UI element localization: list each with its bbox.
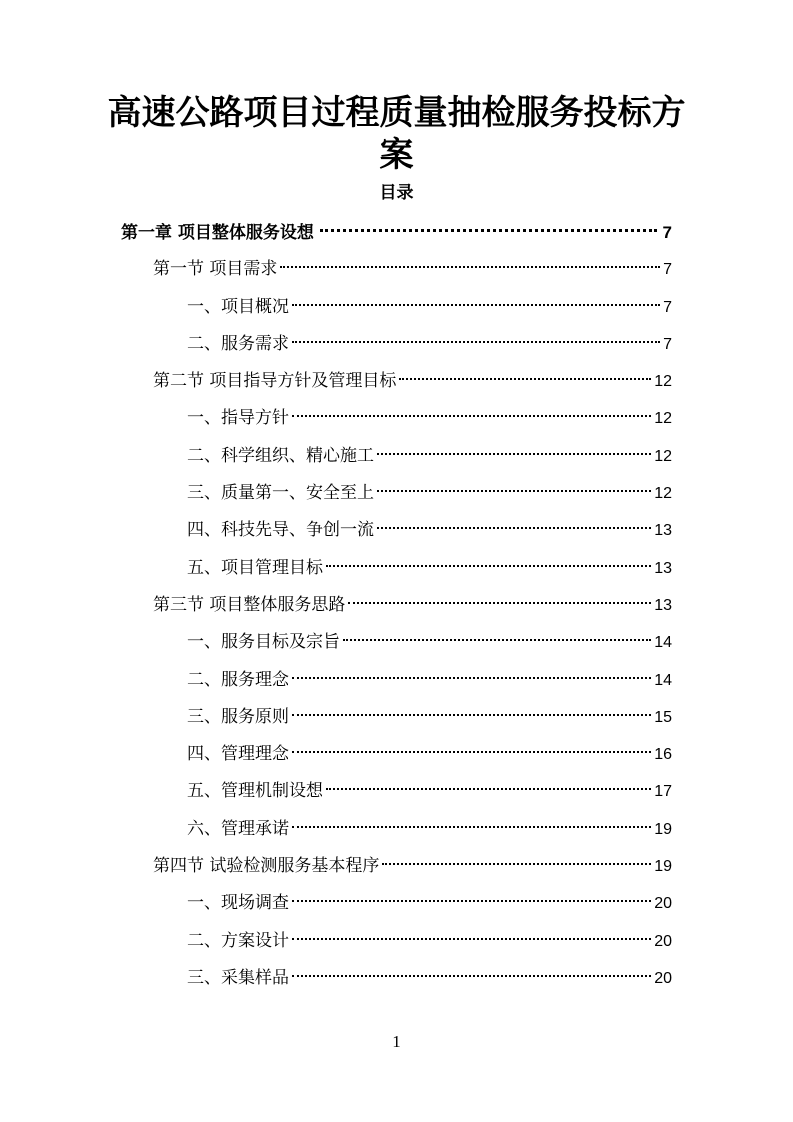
toc-dot-leader (292, 826, 651, 828)
toc-entry[interactable] (0, 699, 793, 736)
toc-dot-leader (382, 863, 651, 865)
toc-entry[interactable] (0, 214, 793, 251)
toc-entry-page: 20 (654, 969, 672, 987)
toc-entry-label: 第三节 项目整体服务思路 (153, 594, 346, 615)
toc-entry-label: 第二节 项目指导方针及管理目标 (153, 371, 397, 392)
toc-dot-leader (292, 677, 651, 679)
toc-entry-label: 第四节 试验检测服务基本程序 (153, 856, 380, 877)
toc-entry-label: 二、服务需求 (187, 333, 289, 354)
toc-dot-leader (377, 490, 651, 492)
toc-entry[interactable] (0, 736, 793, 773)
toc-entry-page: 7 (663, 298, 672, 316)
toc-dot-leader (292, 415, 651, 417)
toc-entry[interactable] (0, 624, 793, 661)
toc-entry-label: 三、服务原则 (187, 706, 289, 727)
toc-dot-leader (292, 751, 651, 753)
toc-entry-page: 19 (654, 820, 672, 838)
toc-dot-leader (292, 714, 651, 716)
toc-entry-page: 13 (654, 522, 672, 540)
toc-entry-page: 12 (654, 447, 672, 465)
toc-dot-leader (377, 453, 651, 455)
toc-dot-leader (292, 938, 651, 940)
toc-entry-label: 四、科技先导、争创一流 (187, 520, 374, 541)
toc-entry[interactable] (0, 885, 793, 922)
toc-dot-leader (280, 266, 660, 268)
toc-entry[interactable] (0, 326, 793, 363)
toc-entry-label: 一、指导方针 (187, 408, 289, 429)
toc-entry-label: 四、管理理念 (187, 744, 289, 765)
toc-entry-label: 第一节 项目需求 (153, 259, 278, 280)
toc-entry[interactable] (0, 848, 793, 885)
toc-entry[interactable] (0, 811, 793, 848)
toc-dot-leader (320, 229, 657, 232)
toc-entry[interactable] (0, 251, 793, 288)
toc-entry-label: 二、方案设计 (187, 930, 289, 951)
toc-entry-label: 三、质量第一、安全至上 (187, 483, 374, 504)
toc-entry-label: 第一章 项目整体服务设想 (121, 223, 314, 243)
toc-dot-leader (343, 639, 651, 641)
toc-entry-label: 六、管理承诺 (187, 818, 289, 839)
toc-entry-page: 12 (654, 373, 672, 391)
toc-dot-leader (348, 602, 651, 604)
toc-entry-page: 7 (663, 335, 672, 353)
toc-entry-label: 五、管理机制设想 (187, 781, 323, 802)
toc-entry-page: 14 (654, 634, 672, 652)
toc-entry-page: 13 (654, 596, 672, 614)
toc-heading: 目录 (379, 183, 414, 203)
toc-entry[interactable] (0, 363, 793, 400)
toc-entry-page: 16 (654, 746, 672, 764)
toc-entry-page: 19 (654, 858, 672, 876)
toc-entry[interactable] (0, 475, 793, 512)
toc-dot-leader (377, 527, 651, 529)
toc-entry-label: 二、科学组织、精心施工 (187, 445, 374, 466)
document-title: 高速公路项目过程质量抽检服务投标方案 (107, 93, 686, 175)
toc-entry[interactable] (0, 400, 793, 437)
toc-entry-page: 7 (662, 223, 672, 242)
toc-entry-label: 五、项目管理目标 (187, 557, 323, 578)
toc-entry-label: 一、服务目标及宗旨 (187, 632, 340, 653)
toc-entry-page: 7 (663, 261, 672, 279)
toc-dot-leader (399, 378, 651, 380)
toc-dot-leader (326, 788, 651, 790)
toc-entry-label: 一、项目概况 (187, 296, 289, 317)
toc-entry[interactable] (0, 289, 793, 326)
toc-entry-page: 17 (654, 783, 672, 801)
toc-entry-label: 一、现场调查 (187, 893, 289, 914)
toc-entry[interactable] (0, 438, 793, 475)
toc-entry-page: 15 (654, 708, 672, 726)
toc-dot-leader (292, 341, 660, 343)
toc-entry-page: 14 (654, 671, 672, 689)
toc-entry[interactable] (0, 923, 793, 960)
toc-entry-page: 13 (654, 559, 672, 577)
toc-entry[interactable] (0, 550, 793, 587)
toc-entry-label: 三、采集样品 (187, 967, 289, 988)
toc-entry-page: 12 (654, 410, 672, 428)
toc-entry-page: 20 (654, 895, 672, 913)
toc-dot-leader (292, 304, 660, 306)
toc-dot-leader (292, 900, 651, 902)
toc-entry-label: 二、服务理念 (187, 669, 289, 690)
table-of-contents (0, 214, 793, 997)
toc-dot-leader (326, 565, 651, 567)
toc-entry[interactable] (0, 773, 793, 810)
toc-entry-page: 12 (654, 485, 672, 503)
toc-entry[interactable] (0, 662, 793, 699)
toc-entry[interactable] (0, 960, 793, 997)
page-number: 1 (392, 1032, 401, 1051)
toc-entry[interactable] (0, 512, 793, 549)
toc-dot-leader (292, 975, 651, 977)
toc-entry-page: 20 (654, 932, 672, 950)
toc-entry[interactable] (0, 587, 793, 624)
